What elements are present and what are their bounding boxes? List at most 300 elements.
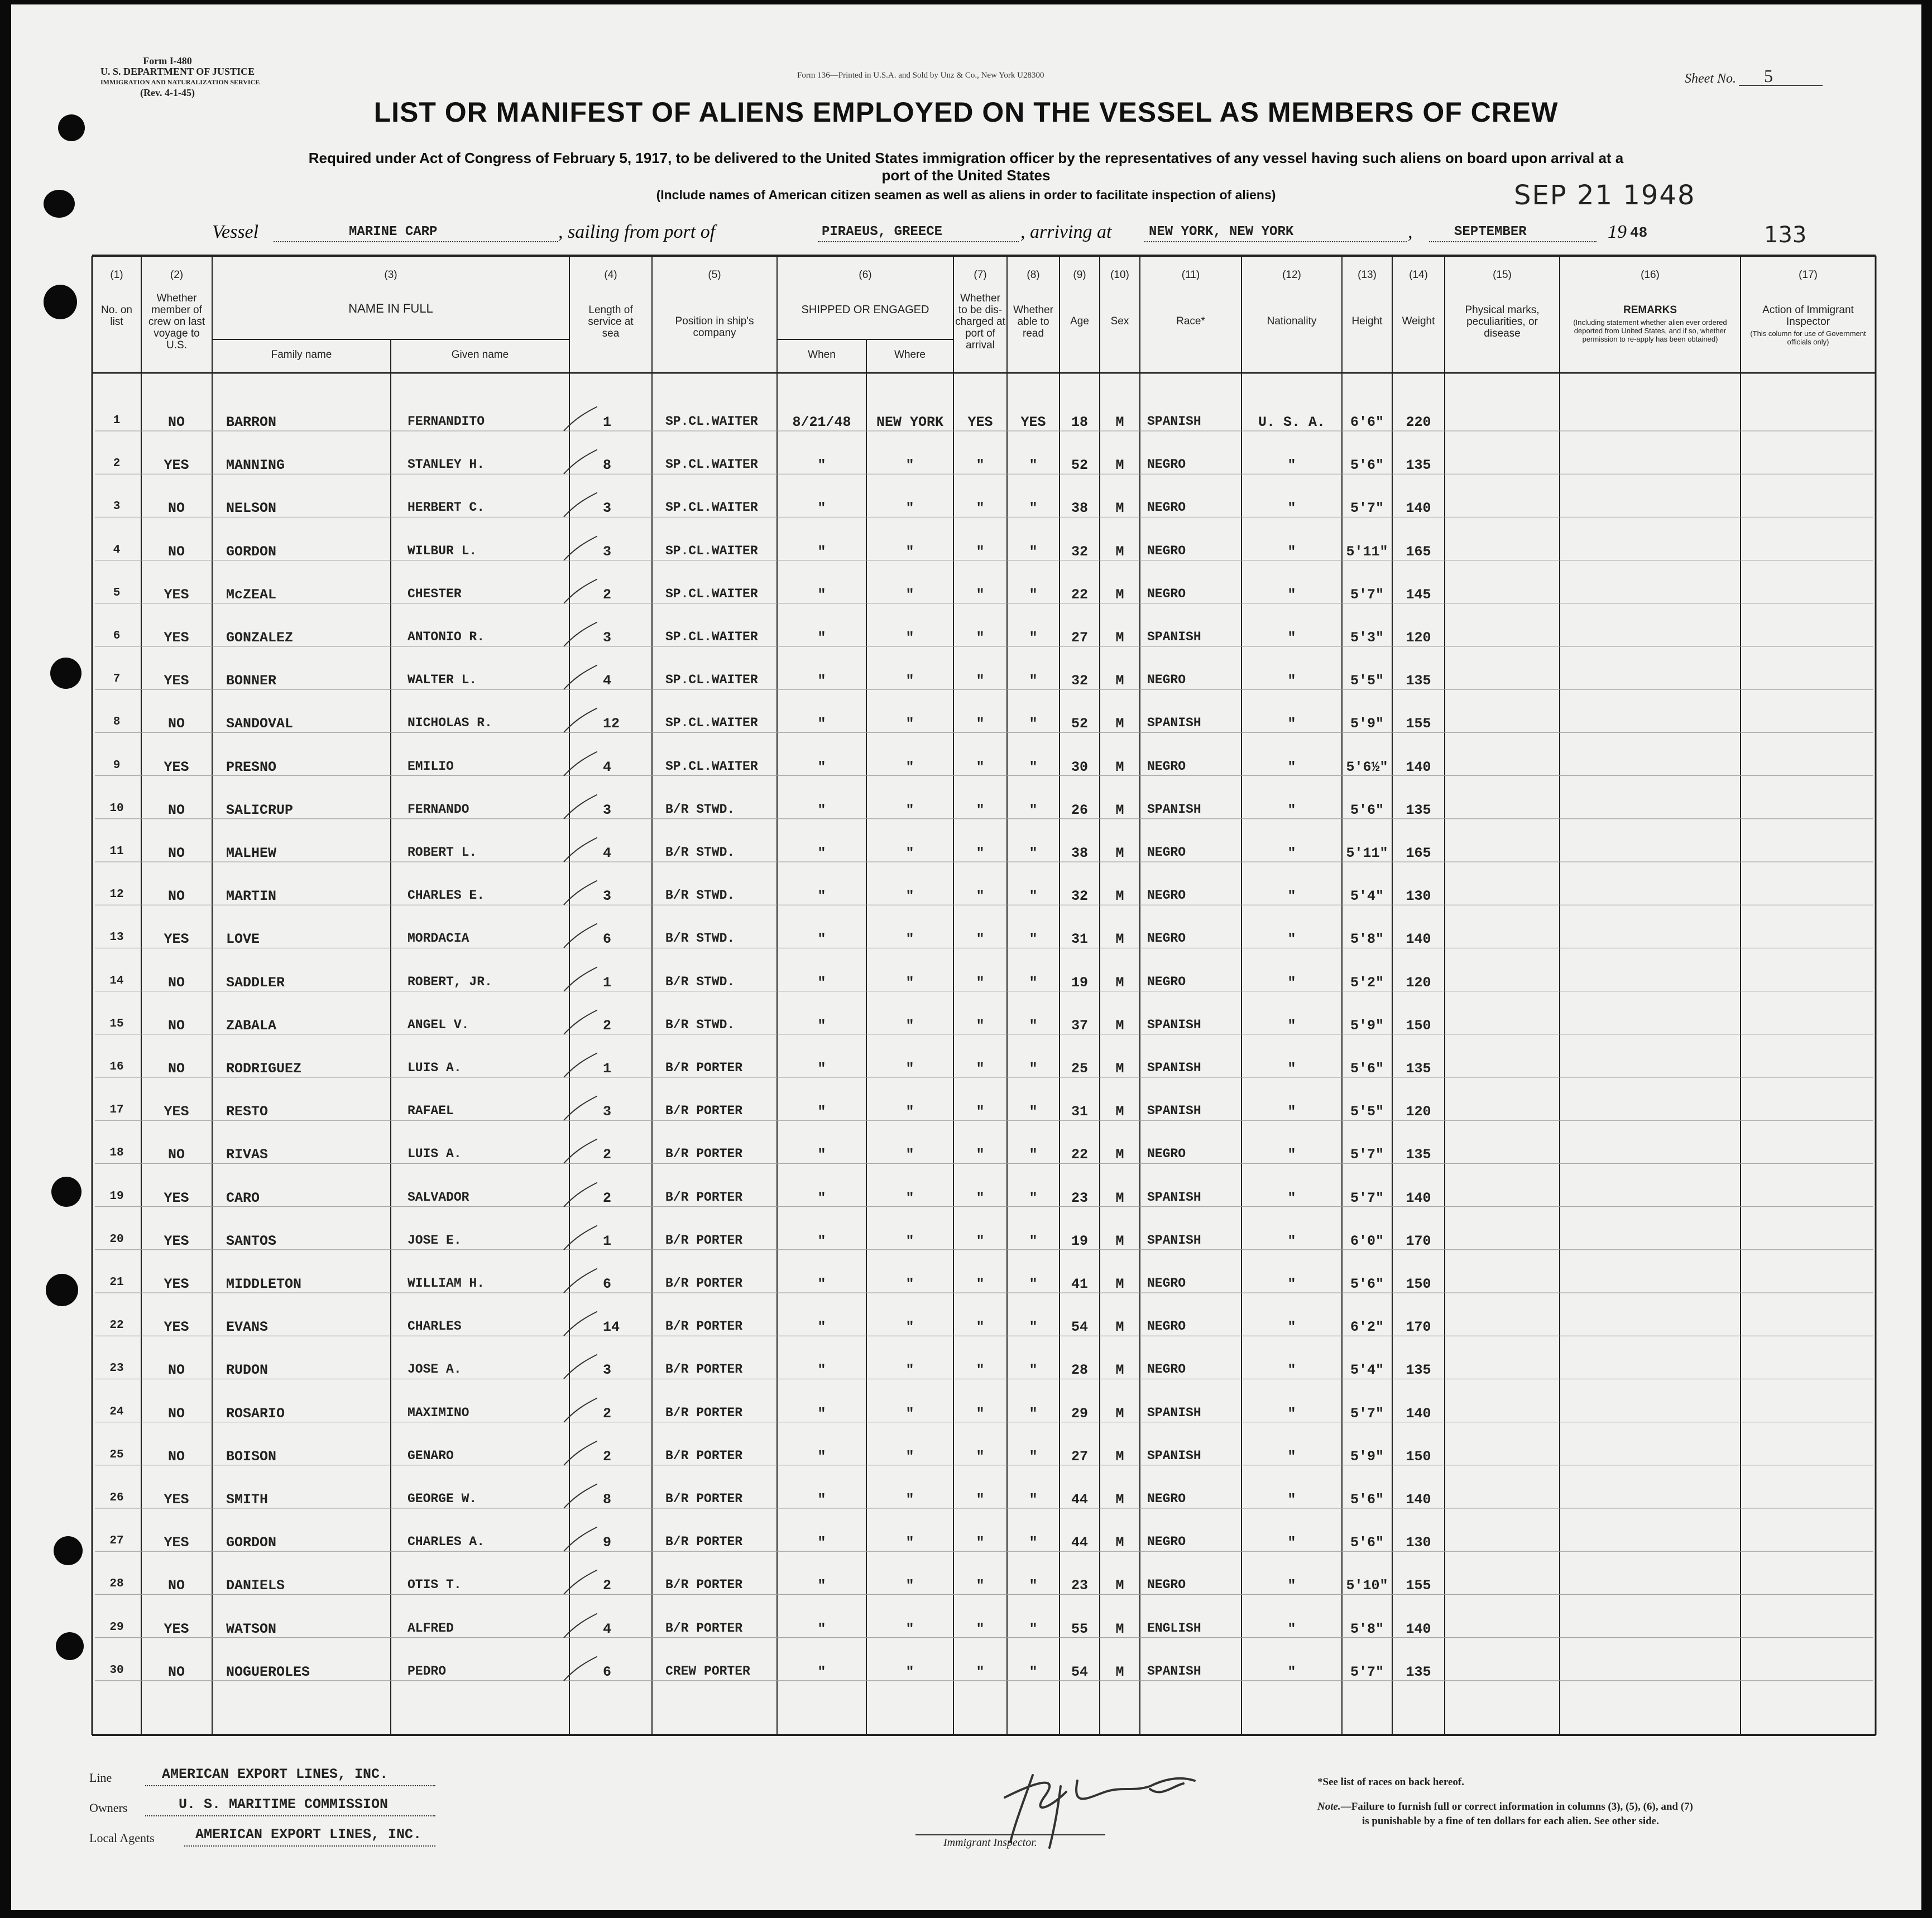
cell-nationality: " bbox=[1287, 1276, 1296, 1292]
cell-shipped-where: " bbox=[905, 1577, 914, 1594]
cell-row-number: 10 bbox=[109, 802, 124, 815]
col-5-number: (5) bbox=[708, 269, 721, 281]
cell-able-to-read: " bbox=[1029, 500, 1038, 517]
cell-given-name: LUIS A. bbox=[408, 1061, 462, 1075]
cell-race: NEGRO bbox=[1147, 500, 1186, 515]
cell-position: B/R STWD. bbox=[665, 845, 735, 860]
cell-shipped-when: " bbox=[817, 630, 826, 646]
cell-given-name: OTIS T. bbox=[408, 1577, 462, 1593]
cell-given-name: FERNANDO bbox=[408, 802, 469, 817]
cell-shipped-where: " bbox=[905, 1405, 914, 1422]
family-name-header: Family name bbox=[271, 349, 332, 361]
cell-row-number: 22 bbox=[109, 1319, 124, 1332]
cell-height: 5'6" bbox=[1350, 1061, 1384, 1077]
cell-family-name: SADDLER bbox=[226, 974, 285, 991]
cell-able-to-read: " bbox=[1029, 1147, 1038, 1163]
subtitle-line-2: port of the United States bbox=[881, 167, 1051, 184]
cell-height: 5'11" bbox=[1346, 845, 1388, 861]
cell-nationality: " bbox=[1287, 974, 1296, 991]
cell-nationality: " bbox=[1287, 1319, 1296, 1336]
cell-position: B/R PORTER bbox=[665, 1319, 743, 1334]
cell-given-name: WALTER L. bbox=[408, 673, 477, 688]
cell-family-name: MALHEW bbox=[226, 845, 277, 861]
cell-race: SPANISH bbox=[1147, 1190, 1201, 1205]
cell-shipped-where: " bbox=[905, 845, 914, 861]
cell-race: NEGRO bbox=[1147, 1362, 1186, 1377]
cell-previous-voyage: YES bbox=[164, 1492, 189, 1508]
cell-height: 6'6" bbox=[1350, 414, 1384, 430]
cell-weight: 140 bbox=[1406, 759, 1431, 775]
cell-given-name: ALFRED bbox=[408, 1620, 454, 1636]
cell-able-to-read: " bbox=[1029, 1577, 1038, 1594]
cell-position: SP.CL.WAITER bbox=[665, 414, 758, 429]
cell-discharged: " bbox=[976, 586, 985, 603]
cell-discharged: " bbox=[976, 543, 985, 560]
shipped-engaged-header: SHIPPED OR ENGAGED bbox=[801, 304, 929, 316]
cell-given-name: LUIS A. bbox=[408, 1147, 462, 1162]
cell-height: 5'7" bbox=[1350, 500, 1384, 517]
cell-service-years: 3 bbox=[603, 630, 612, 646]
cell-race: NEGRO bbox=[1147, 1319, 1186, 1334]
cell-able-to-read: " bbox=[1029, 1061, 1038, 1077]
cell-service-years: 2 bbox=[603, 1190, 612, 1206]
col-9-number: (9) bbox=[1073, 269, 1086, 281]
cell-weight: 135 bbox=[1406, 1061, 1431, 1077]
cell-race: NEGRO bbox=[1147, 543, 1186, 558]
cell-family-name: SANTOS bbox=[226, 1233, 277, 1249]
departure-port: PIRAEUS, GREECE bbox=[822, 224, 943, 239]
cell-shipped-when: " bbox=[817, 457, 826, 474]
cell-service-years: 3 bbox=[603, 1362, 612, 1379]
cell-age: 54 bbox=[1071, 1663, 1088, 1680]
cell-service-years: 1 bbox=[603, 974, 612, 991]
cell-position: B/R PORTER bbox=[665, 1492, 743, 1506]
cell-height: 5'7" bbox=[1350, 1147, 1384, 1163]
sailing-label: , sailing from port of bbox=[558, 222, 716, 242]
cell-height: 5'7" bbox=[1350, 1190, 1384, 1206]
cell-shipped-where: " bbox=[905, 1233, 914, 1249]
cell-service-years: 2 bbox=[603, 1405, 612, 1422]
cell-nationality: " bbox=[1287, 1017, 1296, 1034]
cell-previous-voyage: YES bbox=[164, 1535, 189, 1551]
cell-weight: 140 bbox=[1406, 931, 1431, 948]
cell-age: 23 bbox=[1071, 1190, 1088, 1206]
cell-nationality: " bbox=[1287, 1577, 1296, 1594]
cell-discharged: " bbox=[976, 1535, 985, 1551]
cell-age: 19 bbox=[1071, 1233, 1088, 1249]
cell-position: B/R STWD. bbox=[665, 802, 735, 817]
cell-row-number: 25 bbox=[109, 1448, 124, 1461]
cell-row-number: 12 bbox=[109, 888, 124, 902]
cell-sex: M bbox=[1115, 716, 1124, 732]
col-5-header: Position in ship's company bbox=[675, 315, 754, 339]
cell-position: B/R PORTER bbox=[665, 1061, 743, 1075]
cell-shipped-when: " bbox=[817, 1147, 826, 1163]
col-14-header: Weight bbox=[1402, 315, 1435, 327]
cell-shipped-where: " bbox=[905, 974, 914, 991]
cell-height: 5'8" bbox=[1350, 1620, 1384, 1637]
cell-race: NEGRO bbox=[1147, 673, 1186, 688]
form-number: Form I-480 bbox=[143, 55, 192, 66]
given-name-header: Given name bbox=[451, 349, 509, 361]
cell-shipped-when: " bbox=[817, 1190, 826, 1206]
cell-service-years: 6 bbox=[603, 1663, 612, 1680]
cell-age: 27 bbox=[1071, 1448, 1088, 1465]
cell-able-to-read: " bbox=[1029, 716, 1038, 732]
cell-height: 5'6" bbox=[1350, 457, 1384, 474]
cell-family-name: ROSARIO bbox=[226, 1405, 285, 1422]
cell-discharged: " bbox=[976, 457, 985, 474]
cell-discharged: " bbox=[976, 1147, 985, 1163]
when-header: When bbox=[808, 349, 836, 361]
cell-nationality: " bbox=[1287, 716, 1296, 732]
cell-shipped-when: " bbox=[817, 1405, 826, 1422]
cell-family-name: BONNER bbox=[226, 673, 277, 689]
cell-row-number: 21 bbox=[109, 1276, 124, 1289]
cell-able-to-read: " bbox=[1029, 1233, 1038, 1249]
cell-previous-voyage: NO bbox=[167, 1577, 185, 1594]
cell-able-to-read: " bbox=[1029, 1405, 1038, 1422]
cell-position: B/R STWD. bbox=[665, 974, 735, 989]
cell-weight: 120 bbox=[1406, 974, 1431, 991]
cell-race: SPANISH bbox=[1147, 716, 1201, 731]
cell-able-to-read: " bbox=[1029, 931, 1038, 948]
cell-shipped-when: " bbox=[817, 802, 826, 818]
cell-height: 6'0" bbox=[1350, 1233, 1384, 1249]
cell-height: 5'6" bbox=[1350, 1276, 1384, 1292]
cell-service-years: 9 bbox=[603, 1535, 612, 1551]
cell-age: 37 bbox=[1071, 1017, 1088, 1034]
cell-family-name: RESTO bbox=[226, 1104, 269, 1120]
cell-shipped-where: " bbox=[905, 1319, 914, 1336]
cell-weight: 150 bbox=[1406, 1276, 1431, 1292]
cell-family-name: DANIELS bbox=[226, 1577, 285, 1594]
cell-discharged: " bbox=[976, 1492, 985, 1508]
cell-given-name: MORDACIA bbox=[408, 931, 469, 946]
cell-service-years: 8 bbox=[603, 1492, 612, 1508]
cell-weight: 155 bbox=[1406, 716, 1431, 732]
owners-rule bbox=[145, 1815, 435, 1816]
cell-row-number: 16 bbox=[109, 1061, 124, 1073]
cell-shipped-where: " bbox=[905, 888, 914, 905]
cell-height: 5'10" bbox=[1346, 1577, 1388, 1594]
cell-sex: M bbox=[1115, 759, 1124, 775]
cell-family-name: RODRIGUEZ bbox=[226, 1061, 302, 1077]
cell-family-name: SMITH bbox=[226, 1492, 269, 1508]
cell-age: 52 bbox=[1071, 716, 1088, 732]
cell-weight: 220 bbox=[1406, 414, 1431, 430]
cell-sex: M bbox=[1115, 974, 1124, 991]
cell-position: SP.CL.WAITER bbox=[665, 673, 758, 688]
cell-able-to-read: " bbox=[1029, 888, 1038, 905]
cell-previous-voyage: NO bbox=[167, 974, 185, 991]
col-10-header: Sex bbox=[1110, 315, 1129, 327]
col-17-number: (17) bbox=[1799, 269, 1818, 281]
cell-race: NEGRO bbox=[1147, 457, 1186, 472]
cell-sex: M bbox=[1115, 931, 1124, 948]
cell-weight: 165 bbox=[1406, 845, 1431, 861]
cell-service-years: 2 bbox=[603, 1448, 612, 1465]
cell-position: B/R PORTER bbox=[665, 1233, 743, 1248]
col-16-number: (16) bbox=[1641, 269, 1660, 281]
cell-weight: 135 bbox=[1406, 1147, 1431, 1163]
cell-age: 44 bbox=[1071, 1492, 1088, 1508]
agents-label: Local Agents bbox=[89, 1831, 155, 1845]
department-name: U. S. DEPARTMENT OF JUSTICE bbox=[100, 66, 255, 77]
cell-height: 5'7" bbox=[1350, 1405, 1384, 1422]
cell-given-name: NICHOLAS R. bbox=[408, 716, 492, 731]
cell-service-years: 4 bbox=[603, 673, 612, 689]
cell-nationality: " bbox=[1287, 1190, 1296, 1206]
agents-value: AMERICAN EXPORT LINES, INC. bbox=[195, 1826, 422, 1843]
cell-service-years: 3 bbox=[603, 802, 612, 818]
cell-shipped-when: " bbox=[817, 845, 826, 861]
cell-sex: M bbox=[1115, 673, 1124, 689]
owners-label: Owners bbox=[89, 1801, 128, 1815]
cell-given-name: WILBUR L. bbox=[408, 543, 477, 558]
cell-nationality: " bbox=[1287, 802, 1296, 818]
cell-discharged: " bbox=[976, 1362, 985, 1379]
cell-weight: 135 bbox=[1406, 673, 1431, 689]
col-14-number: (14) bbox=[1409, 269, 1428, 281]
cell-given-name: EMILIO bbox=[408, 759, 454, 774]
remarks-header: REMARKS bbox=[1623, 304, 1677, 316]
cell-position: B/R PORTER bbox=[665, 1448, 743, 1463]
page-number: 133 bbox=[1764, 222, 1807, 248]
cell-discharged: " bbox=[976, 673, 985, 689]
cell-sex: M bbox=[1115, 1405, 1124, 1422]
cell-family-name: BOISON bbox=[226, 1448, 277, 1465]
cell-shipped-when: " bbox=[817, 716, 826, 732]
cell-family-name: ZABALA bbox=[226, 1017, 277, 1034]
cell-previous-voyage: YES bbox=[164, 759, 189, 775]
cell-able-to-read: " bbox=[1029, 1663, 1038, 1680]
cell-sex: M bbox=[1115, 1663, 1124, 1680]
cell-position: B/R PORTER bbox=[665, 1405, 743, 1420]
cell-age: 31 bbox=[1071, 1104, 1088, 1120]
line-label: Line bbox=[89, 1771, 112, 1785]
cell-discharged: " bbox=[976, 1577, 985, 1594]
cell-age: 52 bbox=[1071, 457, 1088, 474]
cell-discharged: " bbox=[976, 759, 985, 775]
cell-shipped-when: " bbox=[817, 586, 826, 603]
cell-given-name: CHARLES A. bbox=[408, 1535, 485, 1550]
cell-discharged: " bbox=[976, 1319, 985, 1336]
cell-weight: 135 bbox=[1406, 802, 1431, 818]
cell-weight: 130 bbox=[1406, 888, 1431, 905]
cell-height: 5'5" bbox=[1350, 1104, 1384, 1120]
cell-given-name: ROBERT L. bbox=[408, 845, 477, 860]
cell-position: SP.CL.WAITER bbox=[665, 457, 758, 472]
cell-race: SPANISH bbox=[1147, 1233, 1201, 1248]
cell-nationality: " bbox=[1287, 1492, 1296, 1508]
cell-weight: 120 bbox=[1406, 630, 1431, 646]
cell-nationality: " bbox=[1287, 500, 1296, 517]
cell-service-years: 3 bbox=[603, 500, 612, 517]
fine-note-line-2: is punishable by a fine of ten dollars for each alien. See other side. bbox=[1362, 1815, 1659, 1827]
col-4-number: (4) bbox=[604, 269, 617, 281]
cell-previous-voyage: NO bbox=[167, 543, 185, 560]
cell-shipped-when: " bbox=[817, 543, 826, 560]
cell-discharged: " bbox=[976, 1061, 985, 1077]
cell-age: 32 bbox=[1071, 888, 1088, 905]
cell-shipped-where: " bbox=[905, 1104, 914, 1120]
cell-shipped-when: " bbox=[817, 1362, 826, 1379]
cell-given-name: RAFAEL bbox=[408, 1104, 454, 1119]
cell-shipped-where: " bbox=[905, 1620, 914, 1637]
cell-family-name: LOVE bbox=[226, 931, 260, 948]
cell-shipped-when: " bbox=[817, 1577, 826, 1594]
cell-discharged: " bbox=[976, 1620, 985, 1637]
cell-nationality: " bbox=[1287, 1663, 1296, 1680]
cell-nationality: " bbox=[1287, 673, 1296, 689]
date-stamp: SEP 21 1948 bbox=[1514, 180, 1696, 211]
cell-height: 6'2" bbox=[1350, 1319, 1384, 1336]
cell-shipped-where: " bbox=[905, 1061, 914, 1077]
cell-shipped-when: 8/21/48 bbox=[792, 414, 851, 430]
cell-nationality: " bbox=[1287, 1362, 1296, 1379]
col-2-number: (2) bbox=[170, 269, 184, 281]
inspector-label: Immigrant Inspector. bbox=[943, 1837, 1037, 1849]
cell-height: 5'6½" bbox=[1346, 759, 1388, 775]
where-header: Where bbox=[894, 349, 926, 361]
cell-sex: M bbox=[1115, 845, 1124, 861]
cell-nationality: " bbox=[1287, 543, 1296, 560]
cell-nationality: " bbox=[1287, 1535, 1296, 1551]
cell-given-name: ANGEL V. bbox=[408, 1017, 469, 1032]
cell-family-name: WATSON bbox=[226, 1620, 277, 1637]
cell-height: 5'3" bbox=[1350, 630, 1384, 646]
cell-service-years: 8 bbox=[603, 457, 612, 474]
cell-nationality: " bbox=[1287, 759, 1296, 775]
cell-given-name: ROBERT, JR. bbox=[408, 974, 492, 989]
cell-service-years: 2 bbox=[603, 1147, 612, 1163]
cell-shipped-when: " bbox=[817, 888, 826, 905]
cell-age: 38 bbox=[1071, 500, 1088, 517]
cell-service-years: 1 bbox=[603, 1233, 612, 1249]
cell-position: B/R PORTER bbox=[665, 1147, 743, 1162]
cell-given-name: STANLEY H. bbox=[408, 457, 485, 472]
cell-race: SPANISH bbox=[1147, 630, 1201, 644]
cell-service-years: 12 bbox=[603, 716, 620, 732]
col-17-header: Action of Immigrant Inspector bbox=[1762, 304, 1854, 328]
cell-row-number: 4 bbox=[113, 543, 121, 557]
cell-shipped-where: NEW YORK bbox=[876, 414, 944, 430]
cell-weight: 170 bbox=[1406, 1319, 1431, 1336]
inspector-signature bbox=[994, 1758, 1329, 1853]
cell-position: CREW PORTER bbox=[665, 1663, 750, 1679]
cell-weight: 140 bbox=[1406, 1620, 1431, 1637]
cell-height: 5'4" bbox=[1350, 888, 1384, 905]
cell-sex: M bbox=[1115, 543, 1124, 560]
col-1-header: No. on list bbox=[101, 304, 132, 328]
cell-previous-voyage: YES bbox=[164, 586, 189, 603]
cell-race: SPANISH bbox=[1147, 1663, 1201, 1679]
cell-shipped-when: " bbox=[817, 673, 826, 689]
cell-shipped-when: " bbox=[817, 1233, 826, 1249]
cell-weight: 150 bbox=[1406, 1448, 1431, 1465]
col-9-header: Age bbox=[1070, 315, 1089, 327]
cell-shipped-where: " bbox=[905, 802, 914, 818]
cell-row-number: 15 bbox=[109, 1017, 124, 1030]
cell-sex: M bbox=[1115, 1104, 1124, 1120]
cell-sex: M bbox=[1115, 1147, 1124, 1163]
cell-nationality: " bbox=[1287, 931, 1296, 948]
cell-shipped-when: " bbox=[817, 1276, 826, 1292]
cell-shipped-where: " bbox=[905, 1492, 914, 1508]
note-label: Note. bbox=[1317, 1801, 1341, 1812]
cell-position: B/R PORTER bbox=[665, 1620, 743, 1636]
cell-sex: M bbox=[1115, 1190, 1124, 1206]
col-8-header: Whether able to read bbox=[1013, 304, 1053, 339]
cell-service-years: 3 bbox=[603, 888, 612, 905]
cell-given-name: CHESTER bbox=[408, 586, 462, 601]
cell-shipped-where: " bbox=[905, 586, 914, 603]
owners-value: U. S. MARITIME COMMISSION bbox=[179, 1796, 389, 1812]
col-15-header: Physical marks, peculiarities, or disease bbox=[1465, 304, 1540, 339]
cell-able-to-read: " bbox=[1029, 1362, 1038, 1379]
cell-able-to-read: " bbox=[1029, 1104, 1038, 1120]
cell-race: SPANISH bbox=[1147, 1405, 1201, 1420]
cell-height: 5'11" bbox=[1346, 543, 1388, 560]
cell-previous-voyage: YES bbox=[164, 1319, 189, 1336]
cell-age: 31 bbox=[1071, 931, 1088, 948]
arrival-year: 48 bbox=[1630, 224, 1648, 241]
cell-able-to-read: " bbox=[1029, 1017, 1038, 1034]
cell-discharged: " bbox=[976, 845, 985, 861]
cell-sex: M bbox=[1115, 1620, 1124, 1637]
cell-nationality: " bbox=[1287, 1061, 1296, 1077]
cell-weight: 140 bbox=[1406, 1405, 1431, 1422]
col-8-number: (8) bbox=[1027, 269, 1040, 281]
cell-height: 5'6" bbox=[1350, 802, 1384, 818]
cell-given-name: GEORGE W. bbox=[408, 1492, 477, 1506]
cell-row-number: 20 bbox=[109, 1233, 124, 1246]
remarks-note: (Including statement whether alien ever ordered deported from United States, and if so, whether permission to re-apply has been obtained) bbox=[1573, 318, 1727, 343]
cell-able-to-read: " bbox=[1029, 1448, 1038, 1465]
cell-shipped-when: " bbox=[817, 1535, 826, 1551]
cell-shipped-when: " bbox=[817, 759, 826, 775]
cell-race: NEGRO bbox=[1147, 1276, 1186, 1291]
cell-service-years: 14 bbox=[603, 1319, 620, 1336]
cell-race: NEGRO bbox=[1147, 888, 1186, 903]
col-12-header: Nationality bbox=[1267, 315, 1317, 327]
cell-age: 38 bbox=[1071, 845, 1088, 861]
cell-sex: M bbox=[1115, 1233, 1124, 1249]
cell-previous-voyage: NO bbox=[167, 1017, 185, 1034]
cell-service-years: 6 bbox=[603, 931, 612, 948]
cell-shipped-when: " bbox=[817, 500, 826, 517]
cell-row-number: 28 bbox=[109, 1577, 124, 1591]
cell-sex: M bbox=[1115, 802, 1124, 818]
cell-shipped-when: " bbox=[817, 1620, 826, 1637]
cell-able-to-read: " bbox=[1029, 586, 1038, 603]
cell-race: NEGRO bbox=[1147, 759, 1186, 774]
cell-service-years: 4 bbox=[603, 759, 612, 775]
cell-family-name: CARO bbox=[226, 1190, 260, 1206]
fine-note bbox=[1317, 1801, 1693, 1813]
printer-line: Form 136—Printed in U.S.A. and Sold by Unz & Co., New York U28300 bbox=[797, 71, 1044, 80]
cell-row-number: 1 bbox=[113, 414, 121, 427]
subtitle-line-3: (Include names of American citizen seamen as well as aliens in order to facilitate inspection of aliens) bbox=[656, 188, 1276, 202]
cell-able-to-read: " bbox=[1029, 802, 1038, 818]
cell-row-number: 13 bbox=[109, 931, 124, 944]
subtitle-line-1: Required under Act of Congress of February 5, 1917, to be delivered to the United States immigration officer by the representatives of any vessel having such aliens on board upon arrival at a bbox=[308, 150, 1624, 166]
cell-nationality: " bbox=[1287, 845, 1296, 861]
cell-able-to-read: " bbox=[1029, 1620, 1038, 1637]
cell-discharged: " bbox=[976, 1405, 985, 1422]
cell-age: 28 bbox=[1071, 1362, 1088, 1379]
